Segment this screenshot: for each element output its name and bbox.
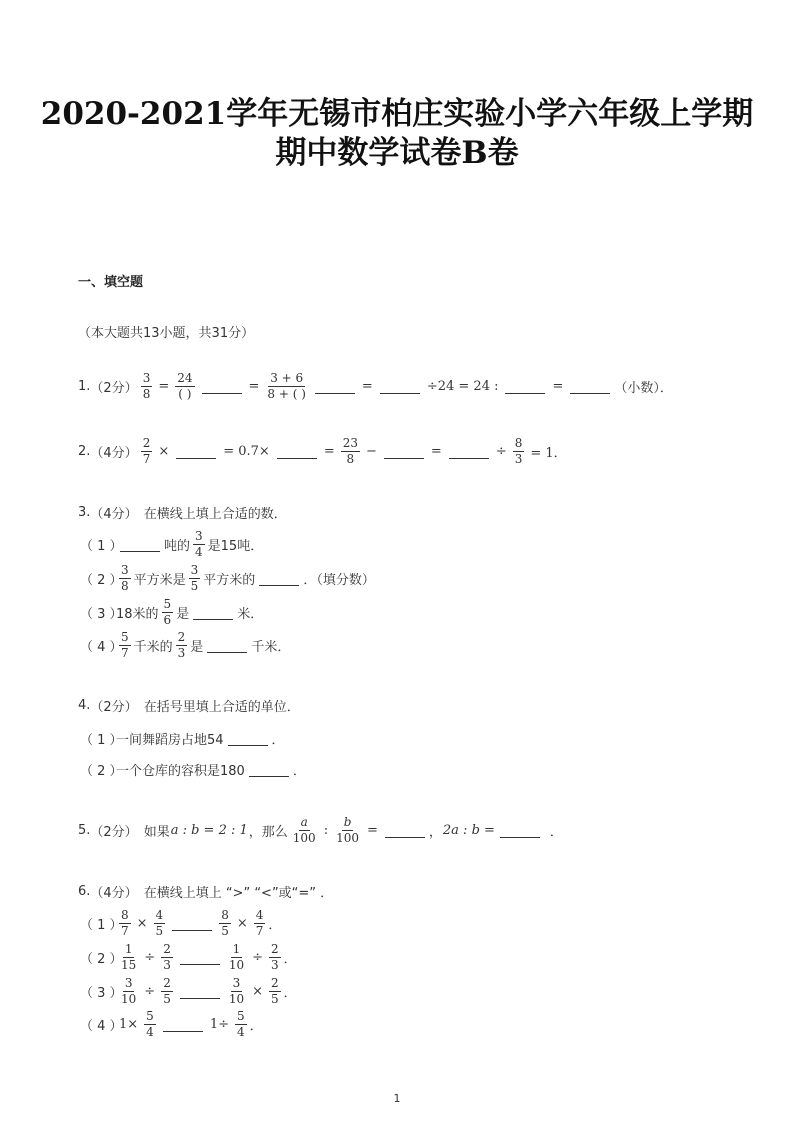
fraction: $\frac{5}{6}$ bbox=[163, 596, 172, 627]
question-1: 1. （2分） $\frac{3}{8}$ = $\frac{24}{( )}$ = $\frac{3 + 6}{8 + ( )}$ = ÷24 = 24 : = （小数）． bbox=[78, 370, 673, 401]
answer-blank[interactable] bbox=[315, 379, 355, 394]
fraction: $\frac{3}{8}$ bbox=[121, 562, 129, 593]
fraction: $\frac{1}{15}$ bbox=[121, 941, 137, 972]
answer-blank[interactable] bbox=[249, 762, 289, 777]
fraction: $\frac{2}{5}$ bbox=[163, 975, 171, 1006]
question-6-item-1: （ 1 ） $\frac{8}{7}$ × $\frac{4}{5}$ $\frac{8}{5}$ × $\frac{4}{7}$ ． bbox=[80, 907, 282, 938]
fraction: $\frac{3}{5}$ bbox=[190, 562, 199, 593]
fraction: $\frac{2}{3}$ bbox=[271, 941, 279, 972]
answer-blank[interactable] bbox=[384, 444, 424, 459]
answer-blank[interactable] bbox=[120, 537, 160, 552]
fraction: $\frac{2}{3}$ bbox=[177, 629, 186, 660]
answer-blank[interactable] bbox=[180, 950, 220, 965]
answer-blank[interactable] bbox=[570, 379, 610, 394]
question-6-item-4: （ 4 ） 1× $\frac{5}{4}$ 1÷ $\frac{5}{4}$ ． bbox=[80, 1008, 263, 1039]
question-4-item-2: （ 2 ） 一个仓库的容积是180 ． bbox=[80, 763, 306, 779]
fraction: $\frac{2}{7}$ bbox=[142, 435, 151, 466]
fraction: $\frac{a}{100}$ bbox=[292, 814, 316, 845]
section-heading: 一、填空题 bbox=[78, 275, 144, 290]
fraction: $\frac{3}{4}$ bbox=[195, 528, 203, 559]
question-4: 4. （2分） 在括号里填上合适的单位． bbox=[78, 697, 300, 715]
page-number: 1 bbox=[393, 1092, 401, 1105]
answer-blank[interactable] bbox=[385, 823, 425, 838]
answer-blank[interactable] bbox=[277, 444, 317, 459]
question-3-item-3: （ 3 ） 18米的 $\frac{5}{6}$ 是 米． bbox=[80, 596, 264, 627]
question-6: 6. （4分） 在横线上填上 “>” “<”或“=” ． bbox=[78, 883, 334, 901]
fraction: $\frac{5}{4}$ bbox=[146, 1008, 154, 1039]
answer-blank[interactable] bbox=[193, 605, 233, 620]
answer-blank[interactable] bbox=[449, 444, 489, 459]
answer-blank[interactable] bbox=[207, 638, 247, 653]
document-title-line-2: 期中数学试卷B卷 bbox=[275, 135, 519, 171]
question-3-item-2: （ 2 ） $\frac{3}{8}$ 平方米是 $\frac{3}{5}$ 平方米的 ．（填分数） bbox=[80, 562, 375, 593]
answer-blank[interactable] bbox=[228, 731, 268, 746]
answer-blank[interactable] bbox=[163, 1017, 203, 1032]
question-6-item-3: （ 3 ） $\frac{3}{10}$ ÷ $\frac{2}{5}$ $\frac{3}{10}$ × $\frac{2}{5}$ ． bbox=[80, 975, 297, 1006]
question-2: 2. （4分） $\frac{2}{7}$ × = 0.7× = $\frac{23}{8}$ − = ÷ $\frac{8}{3}$ = 1． bbox=[78, 435, 567, 466]
fraction: $\frac{4}{5}$ bbox=[155, 907, 164, 938]
fraction: $\frac{1}{10}$ bbox=[228, 941, 245, 972]
answer-blank[interactable] bbox=[202, 379, 242, 394]
answer-blank[interactable] bbox=[505, 379, 545, 394]
fraction: $\frac{5}{7}$ bbox=[121, 629, 129, 660]
answer-blank[interactable] bbox=[172, 916, 212, 931]
answer-blank[interactable] bbox=[500, 823, 540, 838]
question-3-item-1: （ 1 ） 吨的 $\frac{3}{4}$ 是15吨． bbox=[80, 528, 264, 559]
fraction: $\frac{24}{( )}$ bbox=[177, 370, 193, 401]
question-6-item-2: （ 2 ） $\frac{1}{15}$ ÷ $\frac{2}{3}$ $\frac{1}{10}$ ÷ $\frac{2}{3}$ ． bbox=[80, 941, 297, 972]
section-note: （本大题共13小题，共31分） bbox=[78, 325, 255, 341]
fraction: $\frac{3 + 6}{8 + ( )}$ bbox=[267, 370, 306, 401]
fraction: $\frac{8}{7}$ bbox=[121, 907, 129, 938]
fraction: $\frac{b}{100}$ bbox=[336, 814, 359, 845]
fraction: $\frac{3}{8}$ bbox=[142, 370, 151, 401]
answer-blank[interactable] bbox=[259, 571, 299, 586]
fraction: $\frac{2}{3}$ bbox=[163, 941, 171, 972]
answer-blank[interactable] bbox=[176, 444, 216, 459]
fraction: $\frac{5}{4}$ bbox=[236, 1008, 245, 1039]
fraction: $\frac{8}{5}$ bbox=[221, 907, 229, 938]
fraction: $\frac{23}{8}$ bbox=[342, 435, 359, 466]
answer-blank[interactable] bbox=[380, 379, 420, 394]
fraction: $\frac{2}{5}$ bbox=[271, 975, 279, 1006]
fraction: $\frac{4}{7}$ bbox=[255, 907, 264, 938]
question-3: 3. （4分） 在横线上填上合适的数． bbox=[78, 504, 287, 522]
question-4-item-1: （ 1 ） 一间舞蹈房占地54 ． bbox=[80, 732, 285, 748]
fraction: $\frac{8}{3}$ bbox=[514, 435, 523, 466]
fraction: $\frac{3}{10}$ bbox=[228, 975, 245, 1006]
question-5: 5. （2分） 如果 a : b = 2 : 1 ，那么 $\frac{a}{100}$ : $\frac{b}{100}$ = ， 2a : b = ． bbox=[78, 814, 563, 845]
question-3-item-4: （ 4 ） $\frac{5}{7}$ 千米的 $\frac{2}{3}$ 是 千米． bbox=[80, 629, 291, 660]
fraction: $\frac{3}{10}$ bbox=[121, 975, 137, 1006]
document-title-line-1: 2020-2021学年无锡市柏庄实验小学六年级上学期 bbox=[40, 96, 754, 132]
answer-blank[interactable] bbox=[180, 984, 220, 999]
